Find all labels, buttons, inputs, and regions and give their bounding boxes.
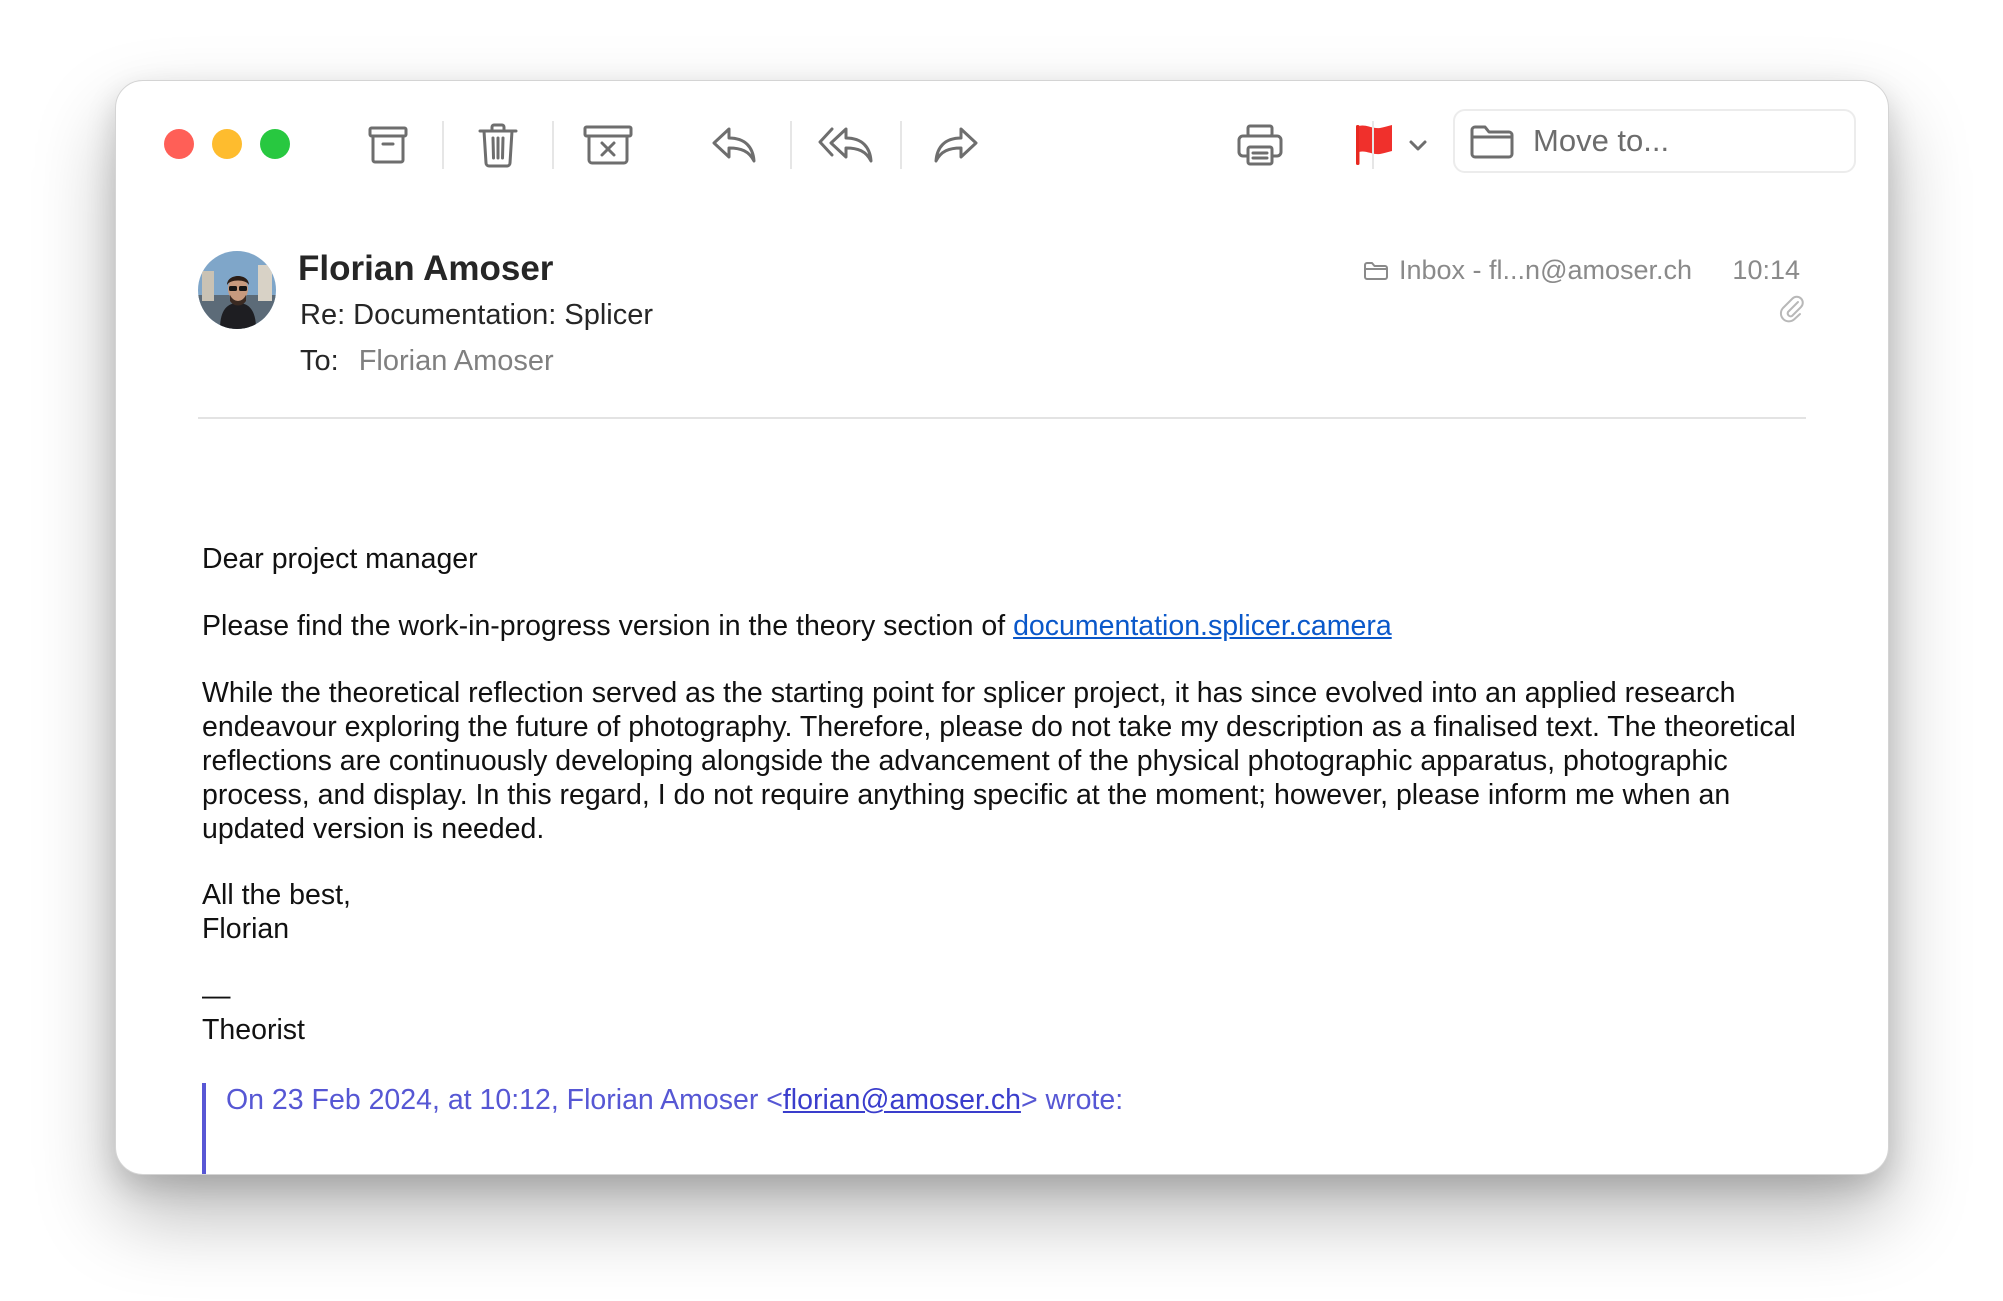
attachment-indicator <box>1778 293 1804 328</box>
quote-prefix: On 23 Feb 2024, at 10:12, Florian Amoser < <box>226 1084 783 1116</box>
greeting: Dear project manager <box>202 543 478 575</box>
recipient-name[interactable]: Florian Amoser <box>358 345 554 377</box>
signoff-name: Florian <box>202 913 290 945</box>
forward-button[interactable] <box>916 109 996 181</box>
archive-icon <box>367 124 409 166</box>
toolbar-separator <box>442 121 444 169</box>
quote-header <box>226 1084 1123 1117</box>
quote-suffix: > wrote: <box>1020 1084 1124 1116</box>
signature-dash: — <box>202 980 231 1012</box>
move-to-button[interactable] <box>1453 109 1856 173</box>
print-button[interactable] <box>1220 109 1300 181</box>
toolbar <box>116 81 1888 201</box>
reply-button[interactable] <box>694 109 774 181</box>
toolbar-separator <box>552 121 554 169</box>
printer-icon <box>1236 123 1284 167</box>
paragraph-2: While the theoretical reflection served as the starting point for splicer project, it has since evolved into an applied research endeavour exploring the future of photography. Therefore, please do not take my description as a finalised text. The theoretical reflections are continuously developing alongside the advancement of the physical photographic apparatus, photographic process, and display. In this regard, I do not require anything specific at the moment; however, please inform me when an updated version is needed. <box>202 677 1796 845</box>
flag-menu-button[interactable] <box>1396 109 1440 181</box>
message-time: 10:14 <box>1732 255 1800 285</box>
flag-icon <box>1354 123 1394 167</box>
folder-icon <box>1469 123 1515 159</box>
avatar[interactable] <box>198 251 276 329</box>
mailbox-indicator[interactable] <box>1363 255 1692 286</box>
trash-icon <box>477 122 519 168</box>
paragraph-1 <box>202 609 1832 643</box>
closing: All the best, <box>202 879 351 911</box>
documentation-link[interactable]: documentation.splicer.camera <box>1013 610 1392 642</box>
move-to-label: Move to... <box>1533 123 1670 158</box>
junk-icon <box>583 124 633 166</box>
minimize-button[interactable] <box>212 129 242 159</box>
archive-button[interactable] <box>348 109 428 181</box>
sender-name[interactable]: Florian Amoser <box>298 249 554 288</box>
close-button[interactable] <box>164 129 194 159</box>
quote-bar <box>202 1083 206 1174</box>
header-divider <box>198 417 1806 419</box>
to-label: To: <box>300 345 339 377</box>
recipient-row <box>300 345 554 378</box>
zoom-button[interactable] <box>260 129 290 159</box>
chevron-down-icon <box>1408 138 1428 152</box>
toolbar-separator <box>1372 121 1374 169</box>
mail-window <box>115 80 1889 1175</box>
paragraph-1-text: Please find the work-in-progress version in the theory section of <box>202 610 1014 642</box>
reply-all-icon <box>818 125 874 165</box>
forward-icon <box>933 125 979 165</box>
junk-button[interactable] <box>568 109 648 181</box>
toolbar-separator <box>900 121 902 169</box>
paperclip-icon <box>1778 293 1804 323</box>
toolbar-separator <box>790 121 792 169</box>
folder-icon <box>1363 261 1389 281</box>
delete-button[interactable] <box>458 109 538 181</box>
mailbox-label: Inbox - fl...n@amoser.ch <box>1399 255 1693 285</box>
subject-line: Re: Documentation: Splicer <box>300 299 653 331</box>
quote-email-link[interactable]: florian@amoser.ch <box>782 1084 1021 1116</box>
reply-all-button[interactable] <box>806 109 886 181</box>
reply-icon <box>711 125 757 165</box>
signature-title: Theorist <box>202 1014 305 1046</box>
